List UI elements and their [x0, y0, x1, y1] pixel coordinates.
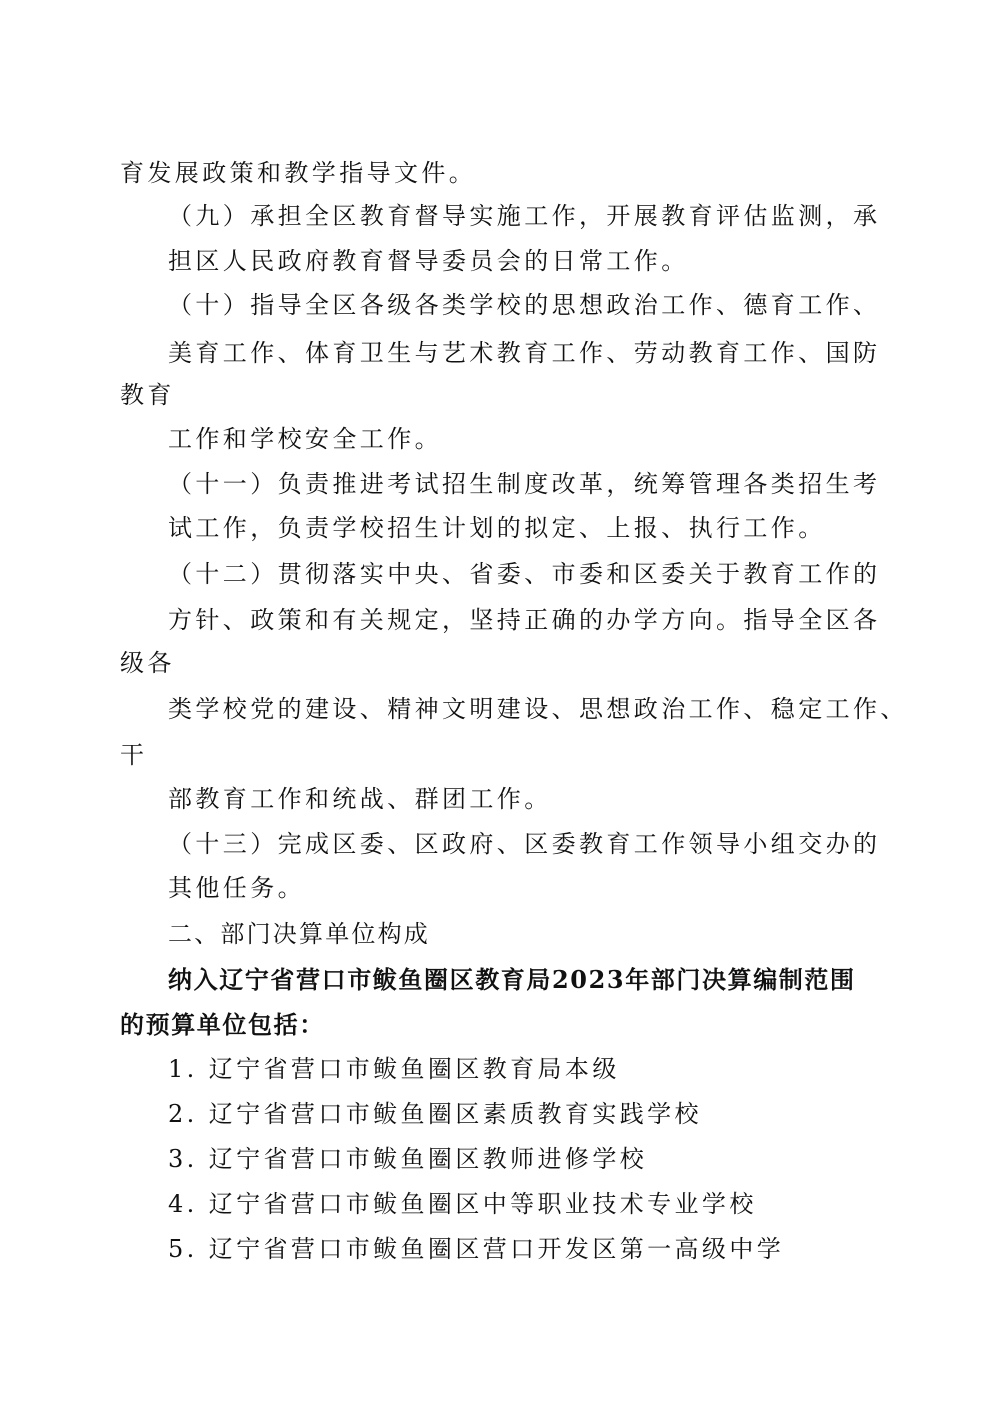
text-line: （十一）负责推进考试招生制度改革，统筹管理各类招生考 — [168, 470, 881, 498]
text-line: （十）指导全区各级各类学校的思想政治工作、德育工作、 — [168, 291, 881, 319]
text-line: 试工作，负责学校招生计划的拟定、上报、执行工作。 — [168, 514, 826, 542]
text-line: 部教育工作和统战、群团工作。 — [168, 785, 552, 813]
unit-list-item: 1. 辽宁省营口市鲅鱼圈区教育局本级 — [168, 1055, 620, 1083]
text-line: 美育工作、体育卫生与艺术教育工作、劳动教育工作、国防 — [168, 339, 881, 367]
text-line: 育发展政策和教学指导文件。 — [120, 159, 477, 187]
unit-list-item: 2. 辽宁省营口市鲅鱼圈区素质教育实践学校 — [168, 1100, 702, 1128]
intro-line: 的预算单位包括： — [120, 1010, 325, 1039]
unit-list-item: 3. 辽宁省营口市鲅鱼圈区教师进修学校 — [168, 1145, 648, 1173]
text-line: 工作和学校安全工作。 — [168, 425, 442, 453]
text-line: 方针、政策和有关规定，坚持正确的办学方向。指导全区各 — [168, 606, 881, 634]
text-line: 干 — [120, 741, 148, 769]
section-heading: 二、部门决算单位构成 — [168, 920, 430, 948]
text-line: （十三）完成区委、区政府、区委教育工作领导小组交办的 — [168, 830, 881, 858]
unit-list-item: 5. 辽宁省营口市鲅鱼圈区营口开发区第一高级中学 — [168, 1235, 785, 1263]
text-line: 类学校党的建设、精神文明建设、思想政治工作、稳定工作、 — [168, 695, 908, 723]
unit-list-item: 4. 辽宁省营口市鲅鱼圈区中等职业技术专业学校 — [168, 1190, 757, 1218]
text-line: 其他任务。 — [168, 874, 305, 902]
text-line: 教育 — [120, 381, 175, 409]
text-line: 级各 — [120, 649, 175, 677]
text-line: （十二）贯彻落实中央、省委、市委和区委关于教育工作的 — [168, 560, 881, 588]
intro-line: 纳入辽宁省营口市鲅鱼圈区教育局2023年部门决算编制范围 — [168, 965, 856, 994]
text-line: （九）承担全区教育督导实施工作，开展教育评估监测，承 — [168, 202, 881, 230]
text-line: 担区人民政府教育督导委员会的日常工作。 — [168, 247, 689, 275]
